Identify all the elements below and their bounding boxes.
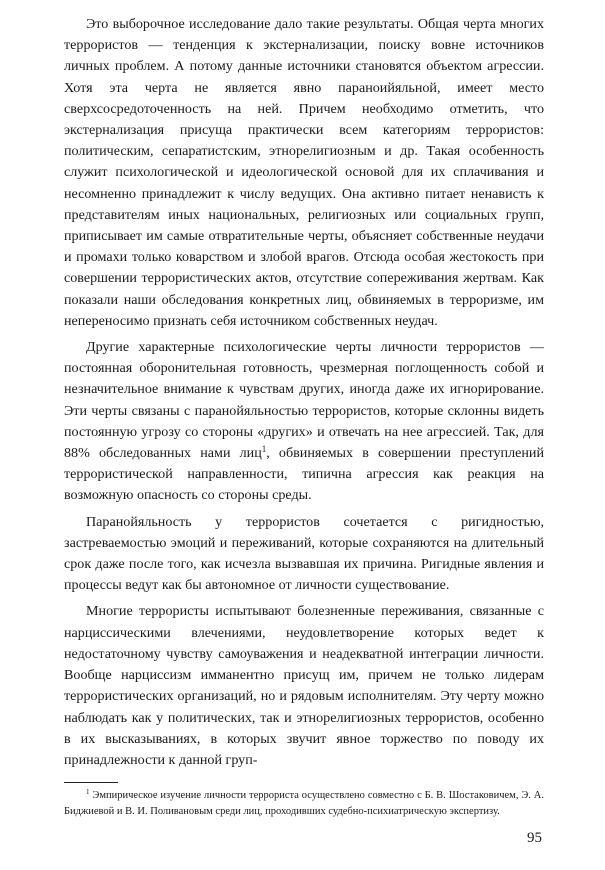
footnote-reference: 1: [261, 444, 267, 455]
footnote-text: Эмпирическое изучение личности террориста осуществлено совместно с Б. В. Шостаковичем, Э. А. Биджиевой и В. И. Поливановым среди лиц, проходивших судебно-психиатрическую экспертизу.: [64, 790, 544, 817]
main-text: [64, 14, 544, 776]
footnote: [64, 788, 544, 820]
paragraph-2-text: Другие характерные психологические черты личности террористов — постоянная оборонительная готовность, чрезмерная поглощенность собой и незначительное внимание к чувствам других, иногда даже их игнорирование. Эти черты связаны с паранойяльностью террористов, которые склонны видеть постоянную угрозу со стороны «других» и отвечать на нее агрессией. Так, для 88% обследованных нами лиц: [64, 339, 544, 462]
page-number: 95: [527, 830, 542, 846]
paragraph-3: Паранойяльность у террористов сочетается с ригидностью, застреваемостью эмоций и переживаний, которые сохраняются на длительный срок даже после того, как исчезла вызвавшая их причина. Ригидные явления и процессы ведут как бы автономное от личности существование.: [64, 513, 544, 594]
paragraph-2-tail: , обвиняемых в совершении преступлений террористической направленности, типична агрессия как реакция на возможную опасность со стороны среды.: [64, 445, 544, 504]
footnote-mark: 1: [86, 788, 90, 796]
paragraph-4: Многие террористы испытывают болезненные переживания, связанные с нарциссическими влечениями, неудовлетворение которых ведет к недостаточному чувству самоуважения и неадекватной интеграции личности. Вообще нарциссизм имманентно присущ им, причем не только лидерам террористических организаций, но и рядовым исполнителям. Эту черту можно наблюдать как у политических, так и этнорелигиозных террористов, особенно в их высказываниях, в которых звучит явное торжество по поводу их принадлежности к данной груп-: [64, 603, 544, 768]
paragraph-1: Это выборочное исследование дало такие результаты. Общая черта многих террористов — тенденция к экстернализации, поиску вовне источников личных проблем. А потому данные источники становятся объектом агрессии. Хотя эта черта не является явно параноийяльной, имеет место сверхсосредоточенность на ней. Причем необходимо отметить, что экстернализация присуща практически всем категориям террористов: политическим, сепаратистским, этнорелигиозным и др. Такая особенность служит психологической и идеологической основой для их сплачивания и несомненно принадлежит к числу ведущих. Она активно питает ненависть к представителям иных национальных, религиозных или социальных групп, приписывает им самые отвратительные черты, объясняет собственные неудачи и промахи только коварством и злобой врагов. Отсюда особая жестокость при совершении террористических актов, отсутствие сопереживания жертвам. Как показали наши обследования конкретных лиц, обвиняемых в терроризме, им непереносимо признать себя источником собственных неудач.: [64, 16, 544, 329]
footnote-divider: [64, 782, 118, 783]
paragraph-2: [64, 337, 544, 507]
